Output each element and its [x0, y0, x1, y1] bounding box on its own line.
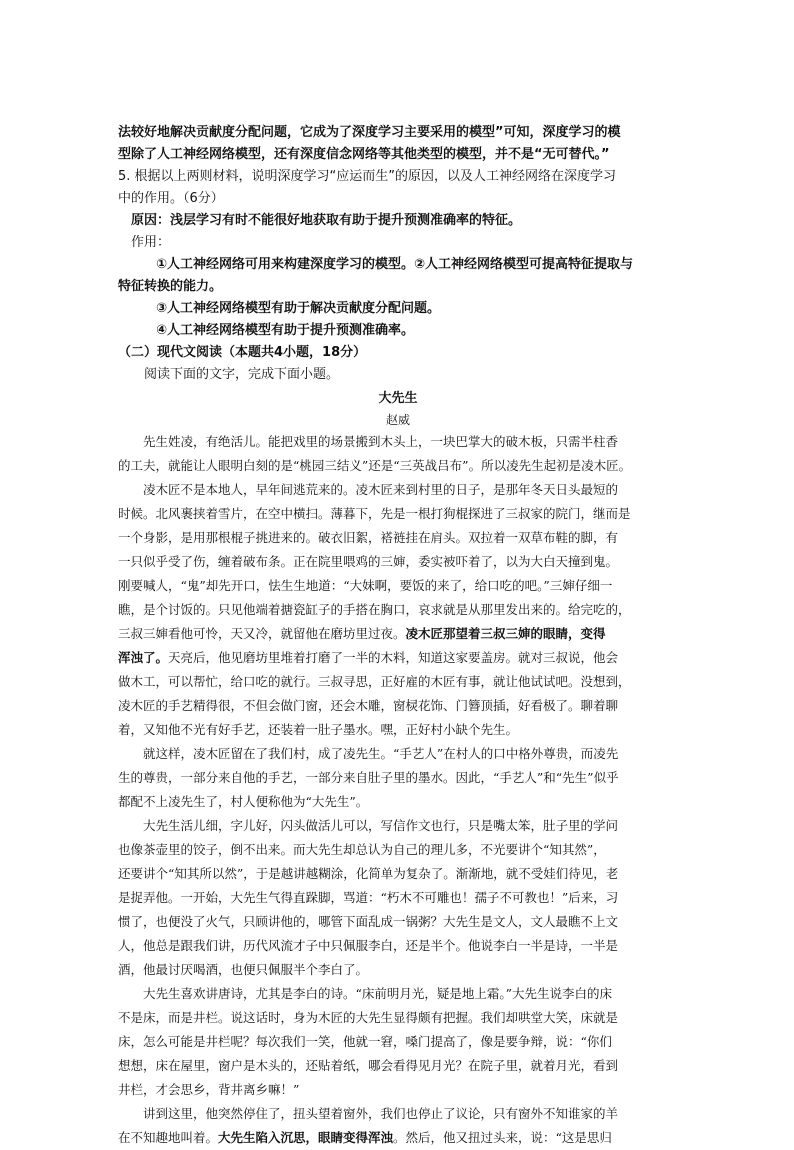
story-line: 瞧，是个讨饭的。只见他端着搪瓷缸子的手搭在胸口，哀求就是从那里发出来的。给完吃的， [118, 602, 631, 617]
story-text: 在不知趣地叫着。 [118, 1130, 219, 1145]
story-line: 酒，他最讨厌喝酒，也便只佩服半个李白了。 [118, 962, 369, 977]
story-line: 大先生喜欢讲唐诗，尤其是李白的诗。“床前明月光，疑是地上霜。”大先生说李白的床 [143, 986, 613, 1001]
story-line: 刚要喊人，“鬼”却先开口，怯生生地道：“大妹啊，要饭的来了，给口吃的吧。”三婶仔细一 [118, 578, 613, 593]
story-line: 凌木匠不是本地人，早年间逃荒来的。凌木匠来到村里的日子，是那年冬天日头最短的 [143, 482, 619, 497]
story-emphasis: 凌木匠那望着三叔三婶的眼睛，变得 [405, 626, 606, 641]
story-line: 就这样，凌木匠留在了我们村，成了凌先生。“手艺人”在村人的口中格外尊贵，而凌先 [143, 746, 619, 761]
story-line: 一个身影，是用那根棍子挑进来的。破衣旧絮，褡裢挂在肩头。双拉着一双草布鞋的脚，有 [118, 530, 619, 545]
story-text: 三叔三婶看他可怜，天又冷，就留他在磨坊里过夜。 [118, 626, 406, 641]
story-line: 井栏，才会思乡，背井离乡嘛！” [118, 1082, 300, 1097]
story-line: 做木工，可以帮忙，给口吃的就行。三叔寻思，正好雇的木匠有事，就让他试试吧。没想到， [118, 674, 631, 689]
story-line: 人，他总是跟我们讲，历代风流才子中只佩服李白，还是半个。他说李白一半是诗，一半是 [118, 938, 619, 953]
story-emphasis: 浑浊了。 [118, 650, 169, 665]
story-line: 不是床，而是井栏。说这话时，身为木匠的大先生显得颇有把握。我们却哄堂大笑，床就是 [118, 1010, 619, 1025]
story-line: 大先生活儿细，字儿好，闪头做活儿可以，写信作文也行，只是嘴太笨，肚子里的学问 [143, 818, 619, 833]
body-line: 型除了人工神经网络模型，还有深度信念网络等其他类型的模型，并不是“无可替代。” [118, 147, 610, 162]
answer-role-label: 作用： [131, 235, 171, 250]
story-body [118, 430, 678, 1150]
story-line [118, 622, 678, 646]
story-text: 。然后，他又扭过头来，说：“这是思归 [393, 1130, 612, 1145]
story-line: 是捉弄他。一开始，大先生气得直跺脚，骂道：“朽木不可雕也！孺子不可教也！”后来，习 [118, 890, 619, 905]
answer-item: ③人工神经网络模型有助于解决贡献度分配问题。 [156, 301, 441, 316]
story-line: 都配不上凌先生了，村人便称他为“大先生”。 [118, 794, 369, 809]
question-5-line: 中的作用。（6分） [118, 191, 224, 206]
story-line: 时候。北风裹挟着雪片，在空中横扫。薄暮下，先是一根打狗棍探进了三叔家的院门，继而是 [118, 506, 631, 521]
section-heading: （二）现代文阅读（本题共4小题，18分） [118, 345, 367, 360]
story-line [118, 1126, 678, 1150]
story-line [118, 646, 678, 670]
story-line: 还要讲个“知其所以然”，于是越讲越糊涂，化简单为复杂了。渐渐地，就不受娃们待见，老 [118, 866, 619, 881]
story-line: 想想，床在屋里，窗户是木头的，还贴着纸，哪会看得见月光？在院子里，就着月光，看到 [118, 1058, 619, 1073]
story-line: 着，又知他不光有好手艺，还装着一肚子墨水。嘿，正好村小缺个先生。 [118, 722, 519, 737]
answer-item: ④人工神经网络模型有助于提升预测准确率。 [156, 323, 415, 338]
story-line: 先生姓凌，有绝活儿。能把戏里的场景搬到木头上，一块巴掌大的破木板，只需半柱香 [143, 434, 619, 449]
story-author: 赵威 [385, 413, 410, 427]
story-line: 床，怎么可能是井栏呢？每次我们一笑，他就一窘，嗓门提高了，像是要争辩，说：“你们 [118, 1034, 612, 1049]
answer-item: ①人工神经网络可用来构建深度学习的模型。②人工神经网络模型可提高特征提取与 [156, 257, 634, 272]
story-text: 天亮后，他见磨坊里堆着打磨了一半的木料，知道这家要盖房。就对三叔说，他会 [168, 650, 619, 665]
story-title: 大先生 [378, 391, 418, 406]
story-emphasis: 大先生陷入沉思，眼睛变得浑浊 [218, 1130, 394, 1145]
story-line: 的工夫，就能让人眼明白刻的是“桃园三结义”还是“三英战吕布”。所以凌先生起初是凌木匠。 [118, 458, 632, 473]
question-5-line: 5. 根据以上两则材料，说明深度学习“应运而生”的原因，以及人工神经网络在深度学习 [118, 169, 617, 184]
story-line: 一只似乎受了伤，缠着破布条。正在院里喂鸡的三婶，委实被吓着了，以为大白天撞到鬼。 [118, 554, 619, 569]
answer-item: 特征转换的能力。 [118, 279, 223, 294]
story-line: 生的尊贵，一部分来自他的手艺，一部分来自肚子里的墨水。因此，“手艺人”和“先生”似乎 [118, 770, 619, 785]
story-line: 讲到这里，他突然停住了，扭头望着窗外，我们也停止了议论，只有窗外不知谁家的羊 [143, 1106, 619, 1121]
body-line: 法较好地解决贡献度分配问题，它成为了深度学习主要采用的模型”可知，深度学习的模 [118, 125, 621, 140]
story-line: 也像茶壶里的饺子，倒不出来。而大先生却总认为自己的理儿多，不光要讲个“知其然”， [118, 842, 606, 857]
answer-reason: 原因：浅层学习有时不能很好地获取有助于提升预测准确率的特征。 [131, 213, 522, 228]
document-page [118, 122, 678, 1150]
story-line: 凌木匠的手艺精得很，不但会做门窗，还会木雕，窗棂花饰、门簪顶插，好看极了。聊着聊 [118, 698, 619, 713]
story-line: 惯了，也便没了火气，只顾讲他的，哪管下面乱成一锅粥？大先生是文人，文人最瞧不上文 [118, 914, 619, 929]
section-instruction: 阅读下面的文字，完成下面小题。 [144, 367, 340, 382]
